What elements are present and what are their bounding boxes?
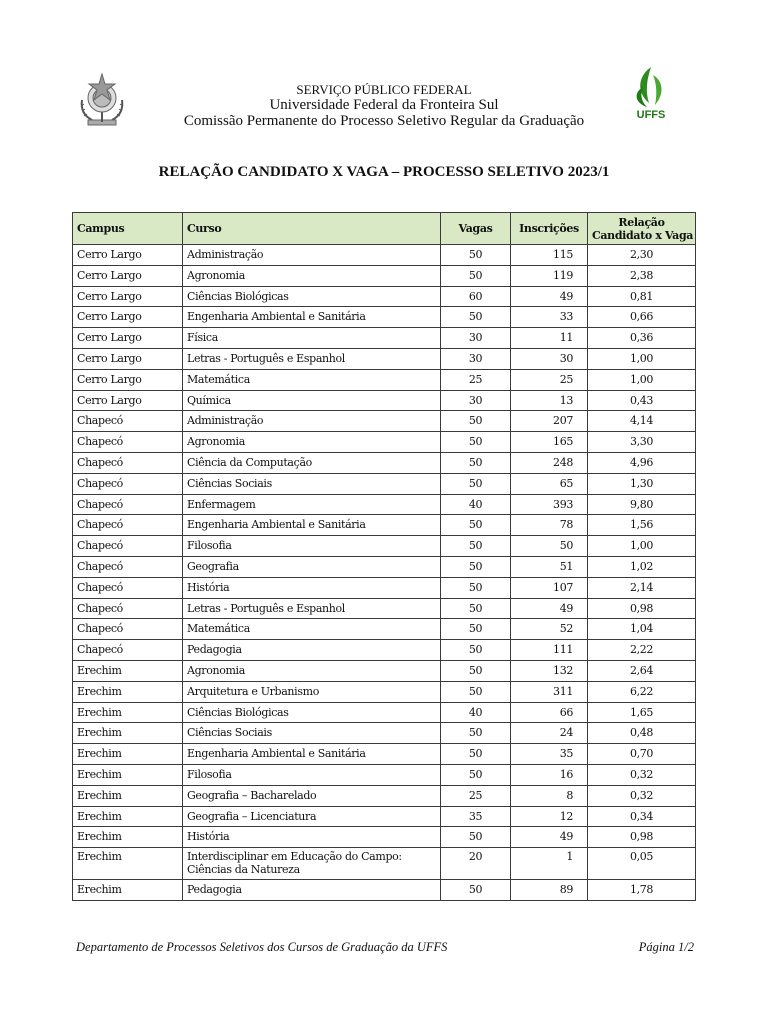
table-row bbox=[73, 307, 696, 328]
cell-relacao: 0,36 bbox=[588, 328, 696, 349]
header-relacao bbox=[588, 213, 696, 245]
cell-campus: Cerro Largo bbox=[73, 328, 183, 349]
cell-relacao: 1,00 bbox=[588, 369, 696, 390]
header-line-1: SERVIÇO PÚBLICO FEDERAL bbox=[296, 82, 472, 97]
cell-campus: Erechim bbox=[73, 723, 183, 744]
table-row bbox=[73, 806, 696, 827]
cell-inscricoes: 16 bbox=[511, 764, 588, 785]
cell-vagas: 30 bbox=[441, 328, 511, 349]
cell-campus: Erechim bbox=[73, 764, 183, 785]
cell-relacao: 2,64 bbox=[588, 660, 696, 681]
cell-vagas: 50 bbox=[441, 660, 511, 681]
cell-campus: Cerro Largo bbox=[73, 348, 183, 369]
table-row bbox=[73, 328, 696, 349]
cell-vagas: 40 bbox=[441, 702, 511, 723]
cell-inscricoes: 107 bbox=[511, 577, 588, 598]
cell-inscricoes: 30 bbox=[511, 348, 588, 369]
table-row bbox=[73, 286, 696, 307]
cell-campus: Erechim bbox=[73, 827, 183, 848]
header-relacao-line2: Candidato x Vaga bbox=[592, 228, 694, 242]
cell-curso: Ciências Sociais bbox=[183, 473, 441, 494]
cell-campus: Erechim bbox=[73, 880, 183, 901]
cell-curso: Ciências Sociais bbox=[183, 723, 441, 744]
cell-inscricoes: 52 bbox=[511, 619, 588, 640]
cell-campus: Erechim bbox=[73, 660, 183, 681]
cell-inscricoes: 393 bbox=[511, 494, 588, 515]
cell-campus: Cerro Largo bbox=[73, 369, 183, 390]
cell-vagas: 50 bbox=[441, 536, 511, 557]
cell-curso: Filosofia bbox=[183, 536, 441, 557]
table-row bbox=[73, 681, 696, 702]
cell-vagas: 50 bbox=[441, 577, 511, 598]
cell-inscricoes: 119 bbox=[511, 265, 588, 286]
table-row bbox=[73, 515, 696, 536]
cell-curso: História bbox=[183, 577, 441, 598]
cell-campus: Erechim bbox=[73, 702, 183, 723]
cell-vagas: 25 bbox=[441, 369, 511, 390]
table-row bbox=[73, 577, 696, 598]
cell-inscricoes: 78 bbox=[511, 515, 588, 536]
candidate-vacancy-table bbox=[72, 212, 696, 901]
cell-inscricoes: 13 bbox=[511, 390, 588, 411]
cell-campus: Erechim bbox=[73, 848, 183, 880]
cell-curso: Matemática bbox=[183, 619, 441, 640]
cell-relacao: 0,43 bbox=[588, 390, 696, 411]
table-row bbox=[73, 764, 696, 785]
cell-inscricoes: 115 bbox=[511, 245, 588, 266]
cell-relacao: 0,81 bbox=[588, 286, 696, 307]
table-row bbox=[73, 785, 696, 806]
cell-curso: Pedagogia bbox=[183, 640, 441, 661]
cell-relacao: 1,78 bbox=[588, 880, 696, 901]
cell-curso: Pedagogia bbox=[183, 880, 441, 901]
cell-curso: Geografia bbox=[183, 556, 441, 577]
cell-inscricoes: 49 bbox=[511, 598, 588, 619]
cell-relacao: 1,02 bbox=[588, 556, 696, 577]
cell-curso: Letras - Português e Espanhol bbox=[183, 598, 441, 619]
cell-relacao: 2,38 bbox=[588, 265, 696, 286]
cell-vagas: 50 bbox=[441, 432, 511, 453]
header-vagas: Vagas bbox=[441, 213, 511, 245]
table-row bbox=[73, 723, 696, 744]
cell-vagas: 20 bbox=[441, 848, 511, 880]
table-row bbox=[73, 556, 696, 577]
cell-relacao: 0,70 bbox=[588, 744, 696, 765]
cell-relacao: 6,22 bbox=[588, 681, 696, 702]
cell-vagas: 30 bbox=[441, 348, 511, 369]
cell-vagas: 50 bbox=[441, 307, 511, 328]
cell-vagas: 50 bbox=[441, 827, 511, 848]
cell-vagas: 50 bbox=[441, 556, 511, 577]
cell-vagas: 50 bbox=[441, 880, 511, 901]
table-row bbox=[73, 348, 696, 369]
cell-curso: Engenharia Ambiental e Sanitária bbox=[183, 515, 441, 536]
cell-relacao: 0,32 bbox=[588, 785, 696, 806]
cell-inscricoes: 25 bbox=[511, 369, 588, 390]
cell-curso: Administração bbox=[183, 245, 441, 266]
brasao-emblem bbox=[74, 70, 130, 128]
cell-curso: Matemática bbox=[183, 369, 441, 390]
cell-relacao: 0,98 bbox=[588, 827, 696, 848]
cell-inscricoes: 1 bbox=[511, 848, 588, 880]
table-row bbox=[73, 640, 696, 661]
cell-curso: Agronomia bbox=[183, 660, 441, 681]
cell-relacao: 1,56 bbox=[588, 515, 696, 536]
cell-campus: Cerro Largo bbox=[73, 286, 183, 307]
table-row bbox=[73, 598, 696, 619]
cell-vagas: 50 bbox=[441, 473, 511, 494]
cell-inscricoes: 66 bbox=[511, 702, 588, 723]
cell-campus: Chapecó bbox=[73, 598, 183, 619]
cell-relacao: 4,14 bbox=[588, 411, 696, 432]
cell-relacao: 2,30 bbox=[588, 245, 696, 266]
cell-campus: Chapecó bbox=[73, 619, 183, 640]
cell-vagas: 40 bbox=[441, 494, 511, 515]
table-row bbox=[73, 827, 696, 848]
cell-vagas: 30 bbox=[441, 390, 511, 411]
cell-inscricoes: 50 bbox=[511, 536, 588, 557]
cell-vagas: 50 bbox=[441, 245, 511, 266]
cell-inscricoes: 12 bbox=[511, 806, 588, 827]
cell-relacao: 1,00 bbox=[588, 536, 696, 557]
cell-relacao: 0,34 bbox=[588, 806, 696, 827]
cell-vagas: 50 bbox=[441, 411, 511, 432]
cell-inscricoes: 24 bbox=[511, 723, 588, 744]
cell-campus: Chapecó bbox=[73, 452, 183, 473]
cell-relacao: 2,22 bbox=[588, 640, 696, 661]
cell-curso: Letras - Português e Espanhol bbox=[183, 348, 441, 369]
cell-relacao: 0,48 bbox=[588, 723, 696, 744]
cell-vagas: 50 bbox=[441, 265, 511, 286]
cell-campus: Chapecó bbox=[73, 577, 183, 598]
table-row bbox=[73, 390, 696, 411]
cell-curso: Arquitetura e Urbanismo bbox=[183, 681, 441, 702]
cell-relacao: 1,30 bbox=[588, 473, 696, 494]
table-row bbox=[73, 702, 696, 723]
cell-relacao: 1,04 bbox=[588, 619, 696, 640]
cell-inscricoes: 89 bbox=[511, 880, 588, 901]
document-title: RELAÇÃO CANDIDATO X VAGA – PROCESSO SELETIVO 2023/1 bbox=[158, 164, 610, 180]
cell-vagas: 50 bbox=[441, 515, 511, 536]
header-line-3: Comissão Permanente do Processo Seletivo Regular da Graduação bbox=[183, 113, 585, 129]
cell-inscricoes: 132 bbox=[511, 660, 588, 681]
cell-vagas: 50 bbox=[441, 598, 511, 619]
table-row bbox=[73, 452, 696, 473]
cell-vagas: 50 bbox=[441, 640, 511, 661]
cell-vagas: 35 bbox=[441, 806, 511, 827]
cell-inscricoes: 311 bbox=[511, 681, 588, 702]
cell-campus: Erechim bbox=[73, 681, 183, 702]
table-row bbox=[73, 880, 696, 901]
cell-relacao: 0,66 bbox=[588, 307, 696, 328]
cell-relacao: 1,00 bbox=[588, 348, 696, 369]
table-row bbox=[73, 432, 696, 453]
cell-curso: Ciências Biológicas bbox=[183, 286, 441, 307]
footer-page-number: Página 1/2 bbox=[638, 940, 694, 954]
cell-curso: Geografia – Licenciatura bbox=[183, 806, 441, 827]
cell-campus: Cerro Largo bbox=[73, 307, 183, 328]
cell-campus: Chapecó bbox=[73, 640, 183, 661]
cell-inscricoes: 8 bbox=[511, 785, 588, 806]
cell-curso: Administração bbox=[183, 411, 441, 432]
header-inscricoes: Inscrições bbox=[511, 213, 588, 245]
table-row bbox=[73, 660, 696, 681]
table-row bbox=[73, 848, 696, 880]
cell-curso: Interdisciplinar em Educação do Campo: Ciências da Natureza bbox=[183, 848, 441, 880]
cell-campus: Chapecó bbox=[73, 494, 183, 515]
cell-campus: Erechim bbox=[73, 806, 183, 827]
cell-curso: História bbox=[183, 827, 441, 848]
uffs-logo-text: UFFS bbox=[636, 109, 666, 121]
cell-curso: Geografia – Bacharelado bbox=[183, 785, 441, 806]
footer-department: Departamento de Processos Seletivos dos Cursos de Graduação da UFFS bbox=[76, 940, 448, 954]
cell-relacao: 3,30 bbox=[588, 432, 696, 453]
cell-curso: Engenharia Ambiental e Sanitária bbox=[183, 744, 441, 765]
cell-curso: Física bbox=[183, 328, 441, 349]
cell-campus: Chapecó bbox=[73, 556, 183, 577]
table-row bbox=[73, 619, 696, 640]
cell-curso: Engenharia Ambiental e Sanitária bbox=[183, 307, 441, 328]
cell-inscricoes: 207 bbox=[511, 411, 588, 432]
cell-curso: Agronomia bbox=[183, 432, 441, 453]
table-row bbox=[73, 536, 696, 557]
cell-campus: Cerro Largo bbox=[73, 265, 183, 286]
table-row bbox=[73, 245, 696, 266]
cell-relacao: 0,32 bbox=[588, 764, 696, 785]
cell-campus: Erechim bbox=[73, 785, 183, 806]
cell-vagas: 25 bbox=[441, 785, 511, 806]
header-line-2: Universidade Federal da Fronteira Sul bbox=[269, 97, 499, 113]
cell-campus: Chapecó bbox=[73, 536, 183, 557]
cell-relacao: 2,14 bbox=[588, 577, 696, 598]
cell-relacao: 0,05 bbox=[588, 848, 696, 880]
cell-inscricoes: 165 bbox=[511, 432, 588, 453]
cell-relacao: 9,80 bbox=[588, 494, 696, 515]
cell-curso: Filosofia bbox=[183, 764, 441, 785]
cell-inscricoes: 111 bbox=[511, 640, 588, 661]
cell-curso: Ciência da Computação bbox=[183, 452, 441, 473]
cell-campus: Chapecó bbox=[73, 515, 183, 536]
header-curso: Curso bbox=[183, 213, 441, 245]
cell-campus: Cerro Largo bbox=[73, 245, 183, 266]
cell-inscricoes: 33 bbox=[511, 307, 588, 328]
table-header-row bbox=[73, 213, 696, 245]
cell-vagas: 50 bbox=[441, 681, 511, 702]
cell-campus: Chapecó bbox=[73, 411, 183, 432]
table-row bbox=[73, 744, 696, 765]
cell-vagas: 50 bbox=[441, 723, 511, 744]
cell-inscricoes: 65 bbox=[511, 473, 588, 494]
cell-inscricoes: 11 bbox=[511, 328, 588, 349]
cell-inscricoes: 51 bbox=[511, 556, 588, 577]
cell-vagas: 50 bbox=[441, 744, 511, 765]
cell-vagas: 60 bbox=[441, 286, 511, 307]
cell-relacao: 4,96 bbox=[588, 452, 696, 473]
cell-curso: Química bbox=[183, 390, 441, 411]
header-relacao-line1: Relação bbox=[618, 215, 665, 229]
cell-vagas: 50 bbox=[441, 452, 511, 473]
table-row bbox=[73, 265, 696, 286]
cell-campus: Cerro Largo bbox=[73, 390, 183, 411]
table-row bbox=[73, 494, 696, 515]
cell-inscricoes: 49 bbox=[511, 286, 588, 307]
table-row bbox=[73, 411, 696, 432]
cell-vagas: 50 bbox=[441, 619, 511, 640]
cell-curso: Ciências Biológicas bbox=[183, 702, 441, 723]
header-campus: Campus bbox=[73, 213, 183, 245]
cell-inscricoes: 49 bbox=[511, 827, 588, 848]
table-row bbox=[73, 473, 696, 494]
cell-inscricoes: 35 bbox=[511, 744, 588, 765]
table-row bbox=[73, 369, 696, 390]
cell-campus: Chapecó bbox=[73, 473, 183, 494]
document-header bbox=[130, 82, 638, 130]
cell-curso: Agronomia bbox=[183, 265, 441, 286]
cell-campus: Erechim bbox=[73, 744, 183, 765]
cell-relacao: 0,98 bbox=[588, 598, 696, 619]
cell-inscricoes: 248 bbox=[511, 452, 588, 473]
cell-curso: Enfermagem bbox=[183, 494, 441, 515]
table-body bbox=[73, 245, 696, 901]
cell-vagas: 50 bbox=[441, 764, 511, 785]
cell-relacao: 1,65 bbox=[588, 702, 696, 723]
page-footer bbox=[76, 940, 694, 955]
cell-campus: Chapecó bbox=[73, 432, 183, 453]
